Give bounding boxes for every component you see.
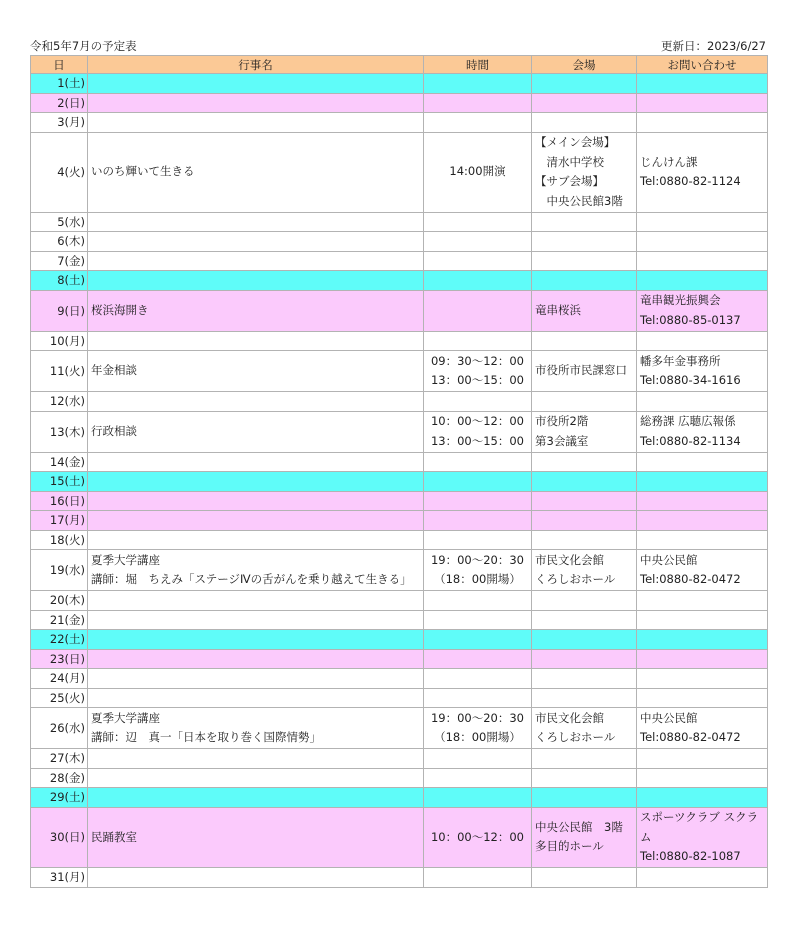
time-line: 10：00～12：00 xyxy=(430,829,525,844)
time-cell xyxy=(424,649,532,669)
day-cell: 16(日) xyxy=(31,491,88,511)
venue-line: 竜串桜浜 xyxy=(535,302,581,317)
event-cell xyxy=(88,530,424,550)
table-row xyxy=(31,212,768,232)
day-cell: 7(金) xyxy=(31,251,88,271)
contact-cell xyxy=(637,93,768,113)
time-line: （18：00開場） xyxy=(434,572,521,586)
event-cell xyxy=(88,649,424,669)
venue-cell xyxy=(532,452,637,472)
venue-cell xyxy=(532,630,637,650)
venue-cell xyxy=(532,472,637,492)
venue-cell xyxy=(532,868,637,888)
table-row xyxy=(31,251,768,271)
event-cell xyxy=(88,591,424,611)
event-cell xyxy=(88,491,424,511)
time-cell xyxy=(424,669,532,689)
time-cell xyxy=(424,411,532,452)
caption-bar xyxy=(30,38,766,54)
time-line: 19：00～20：30 xyxy=(430,710,525,725)
schedule-table xyxy=(30,55,768,888)
table-row xyxy=(31,472,768,492)
contact-cell xyxy=(637,411,768,452)
event-line: 民踊教室 xyxy=(91,829,137,844)
contact-cell xyxy=(637,113,768,133)
venue-cell xyxy=(532,411,637,452)
contact-cell xyxy=(637,491,768,511)
venue-line: 市役所市民課窓口 xyxy=(535,363,627,378)
venue-line: くろしおホール xyxy=(535,572,616,586)
contact-cell xyxy=(637,251,768,271)
venue-cell xyxy=(532,788,637,808)
day-cell: 3(月) xyxy=(31,113,88,133)
table-row xyxy=(31,452,768,472)
table-row xyxy=(31,491,768,511)
header-row xyxy=(31,56,768,74)
contact-cell xyxy=(637,649,768,669)
time-line: （18：00開場） xyxy=(434,730,521,744)
table-row xyxy=(31,807,768,868)
time-line: 13：00～15：00 xyxy=(430,433,525,448)
day-cell: 21(金) xyxy=(31,610,88,630)
event-cell xyxy=(88,630,424,650)
event-cell xyxy=(88,392,424,412)
contact-cell xyxy=(637,331,768,351)
event-cell xyxy=(88,788,424,808)
day-cell: 29(土) xyxy=(31,788,88,808)
table-row xyxy=(31,132,768,212)
contact-line: スポーツクラブ スクラ xyxy=(640,810,759,824)
contact-cell xyxy=(637,807,768,868)
table-row xyxy=(31,630,768,650)
contact-line: Tel:0880-82-1124 xyxy=(640,174,741,188)
contact-cell xyxy=(637,271,768,291)
contact-cell xyxy=(637,610,768,630)
contact-line: 中央公民館 xyxy=(640,710,698,725)
contact-line: 総務課 広聴広報係 xyxy=(640,414,736,428)
contact-cell xyxy=(637,749,768,769)
contact-cell xyxy=(637,550,768,591)
time-cell xyxy=(424,351,532,392)
event-line: いのち輝いて生きる xyxy=(91,164,195,179)
venue-cell xyxy=(532,132,637,212)
contact-cell xyxy=(637,768,768,788)
contact-cell xyxy=(637,452,768,472)
day-cell: 26(水) xyxy=(31,708,88,749)
event-cell xyxy=(88,868,424,888)
time-cell xyxy=(424,708,532,749)
table-row xyxy=(31,113,768,133)
time-line: 19：00～20：30 xyxy=(430,552,525,567)
contact-cell xyxy=(637,708,768,749)
contact-cell xyxy=(637,472,768,492)
event-cell xyxy=(88,232,424,252)
contact-cell xyxy=(637,688,768,708)
day-cell: 22(土) xyxy=(31,630,88,650)
table-row xyxy=(31,591,768,611)
venue-cell xyxy=(532,251,637,271)
event-cell xyxy=(88,511,424,531)
day-cell: 13(木) xyxy=(31,411,88,452)
venue-cell xyxy=(532,290,637,331)
table-row xyxy=(31,688,768,708)
time-line: 10：00～12：00 xyxy=(430,414,525,428)
contact-line: ム xyxy=(640,829,652,844)
day-cell: 10(月) xyxy=(31,331,88,351)
day-cell: 8(土) xyxy=(31,271,88,291)
table-row xyxy=(31,271,768,291)
contact-line: Tel:0880-85-0137 xyxy=(640,312,741,327)
time-cell xyxy=(424,491,532,511)
table-row xyxy=(31,669,768,689)
table-row xyxy=(31,331,768,351)
time-cell xyxy=(424,232,532,252)
time-cell xyxy=(424,212,532,232)
event-cell xyxy=(88,132,424,212)
venue-cell xyxy=(532,610,637,630)
event-line: 行政相談 xyxy=(91,423,137,438)
event-cell xyxy=(88,271,424,291)
time-cell xyxy=(424,550,532,591)
contact-cell xyxy=(637,530,768,550)
venue-cell xyxy=(532,212,637,232)
contact-line: Tel:0880-82-1087 xyxy=(640,849,741,863)
event-cell xyxy=(88,669,424,689)
contact-cell xyxy=(637,351,768,392)
contact-cell xyxy=(637,392,768,412)
event-cell xyxy=(88,212,424,232)
time-cell xyxy=(424,610,532,630)
time-cell xyxy=(424,392,532,412)
venue-line: 市民文化会館 xyxy=(535,710,604,725)
venue-line: 【メイン会場】 xyxy=(535,135,616,149)
time-cell xyxy=(424,271,532,291)
venue-cell xyxy=(532,768,637,788)
time-cell xyxy=(424,630,532,650)
table-row xyxy=(31,232,768,252)
time-cell xyxy=(424,452,532,472)
updated-date: 更新日：2023/6/27 xyxy=(661,39,766,53)
contact-cell xyxy=(637,232,768,252)
day-cell: 14(金) xyxy=(31,452,88,472)
time-cell xyxy=(424,749,532,769)
venue-cell xyxy=(532,491,637,511)
table-row xyxy=(31,351,768,392)
event-cell xyxy=(88,290,424,331)
table-row xyxy=(31,768,768,788)
contact-line: 竜串観光振興会 xyxy=(640,293,721,307)
event-cell xyxy=(88,251,424,271)
contact-cell xyxy=(637,132,768,212)
column-header-time: 時間 xyxy=(424,56,532,74)
contact-cell xyxy=(637,290,768,331)
venue-line: 多目的ホール xyxy=(535,839,604,854)
time-line: 09：30～12：00 xyxy=(430,353,525,368)
day-cell: 17(月) xyxy=(31,511,88,531)
event-cell xyxy=(88,550,424,591)
day-cell: 30(日) xyxy=(31,807,88,868)
day-cell: 20(木) xyxy=(31,591,88,611)
event-cell xyxy=(88,807,424,868)
day-cell: 1(土) xyxy=(31,74,88,94)
time-cell xyxy=(424,768,532,788)
time-cell xyxy=(424,331,532,351)
time-cell xyxy=(424,132,532,212)
time-line: 13：00～15：00 xyxy=(430,373,525,387)
column-header-contact: お問い合わせ xyxy=(637,56,768,74)
venue-cell xyxy=(532,530,637,550)
contact-line: Tel:0880-82-0472 xyxy=(640,730,741,744)
venue-cell xyxy=(532,550,637,591)
table-row xyxy=(31,649,768,669)
event-line: 夏季大学講座 xyxy=(91,710,160,725)
contact-cell xyxy=(637,511,768,531)
day-cell: 12(水) xyxy=(31,392,88,412)
venue-cell xyxy=(532,331,637,351)
contact-cell xyxy=(637,630,768,650)
contact-line: Tel:0880-82-0472 xyxy=(640,572,741,586)
contact-cell xyxy=(637,591,768,611)
event-line: 講師：堀 ちえみ「ステージⅣの舌がんを乗り越えて生きる」 xyxy=(91,572,412,586)
day-cell: 5(水) xyxy=(31,212,88,232)
time-cell xyxy=(424,251,532,271)
venue-line: くろしおホール xyxy=(535,730,616,744)
contact-cell xyxy=(637,669,768,689)
venue-cell xyxy=(532,688,637,708)
venue-cell xyxy=(532,392,637,412)
table-row xyxy=(31,788,768,808)
contact-line: Tel:0880-82-1134 xyxy=(640,433,741,448)
event-line: 年金相談 xyxy=(91,363,137,378)
venue-cell xyxy=(532,708,637,749)
event-cell xyxy=(88,688,424,708)
time-cell xyxy=(424,74,532,94)
day-cell: 31(月) xyxy=(31,868,88,888)
day-cell: 15(土) xyxy=(31,472,88,492)
event-cell xyxy=(88,610,424,630)
day-cell: 2(日) xyxy=(31,93,88,113)
event-cell xyxy=(88,768,424,788)
venue-cell xyxy=(532,232,637,252)
table-row xyxy=(31,74,768,94)
time-cell xyxy=(424,688,532,708)
event-cell xyxy=(88,411,424,452)
contact-line: 幡多年金事務所 xyxy=(640,353,721,368)
table-row xyxy=(31,749,768,769)
table-row xyxy=(31,392,768,412)
venue-line: 清水中学校 xyxy=(535,154,604,169)
venue-cell xyxy=(532,93,637,113)
time-cell xyxy=(424,113,532,133)
day-cell: 6(木) xyxy=(31,232,88,252)
time-cell xyxy=(424,530,532,550)
table-row xyxy=(31,511,768,531)
page-title: 令和5年7月の予定表 xyxy=(30,39,137,53)
schedule-body xyxy=(31,74,768,888)
event-cell xyxy=(88,331,424,351)
event-cell xyxy=(88,452,424,472)
venue-cell xyxy=(532,807,637,868)
time-cell xyxy=(424,290,532,331)
column-header-venue: 会場 xyxy=(532,56,637,74)
venue-cell xyxy=(532,271,637,291)
table-row xyxy=(31,530,768,550)
venue-cell xyxy=(532,511,637,531)
contact-cell xyxy=(637,868,768,888)
venue-line: 【サブ会場】 xyxy=(535,174,604,188)
column-header-day: 日 xyxy=(31,56,88,74)
event-line: 夏季大学講座 xyxy=(91,552,160,567)
venue-line: 第3会議室 xyxy=(535,433,589,448)
day-cell: 24(月) xyxy=(31,669,88,689)
time-cell xyxy=(424,788,532,808)
table-row xyxy=(31,290,768,331)
event-cell xyxy=(88,351,424,392)
contact-line: じんけん課 xyxy=(640,154,698,169)
venue-cell xyxy=(532,749,637,769)
venue-cell xyxy=(532,591,637,611)
event-cell xyxy=(88,113,424,133)
venue-line: 中央公民館 3階 xyxy=(535,819,623,834)
event-cell xyxy=(88,74,424,94)
venue-cell xyxy=(532,351,637,392)
table-row xyxy=(31,708,768,749)
day-cell: 23(日) xyxy=(31,649,88,669)
contact-cell xyxy=(637,788,768,808)
event-cell xyxy=(88,708,424,749)
contact-line: Tel:0880-34-1616 xyxy=(640,373,741,387)
time-cell xyxy=(424,511,532,531)
day-cell: 28(金) xyxy=(31,768,88,788)
day-cell: 11(火) xyxy=(31,351,88,392)
table-row xyxy=(31,550,768,591)
event-cell xyxy=(88,749,424,769)
day-cell: 19(水) xyxy=(31,550,88,591)
contact-cell xyxy=(637,212,768,232)
day-cell: 18(火) xyxy=(31,530,88,550)
day-cell: 27(木) xyxy=(31,749,88,769)
day-cell: 4(火) xyxy=(31,132,88,212)
table-row xyxy=(31,93,768,113)
venue-cell xyxy=(532,74,637,94)
venue-line: 市民文化会館 xyxy=(535,552,604,567)
table-row xyxy=(31,610,768,630)
venue-cell xyxy=(532,649,637,669)
event-line: 講師：辺 真一「日本を取り巻く国際情勢」 xyxy=(91,730,321,744)
table-row xyxy=(31,868,768,888)
time-line: 14:00開演 xyxy=(449,164,506,179)
event-line: 桜浜海開き xyxy=(91,302,149,317)
venue-cell xyxy=(532,669,637,689)
day-cell: 9(日) xyxy=(31,290,88,331)
table-row xyxy=(31,411,768,452)
time-cell xyxy=(424,591,532,611)
time-cell xyxy=(424,472,532,492)
event-cell xyxy=(88,472,424,492)
time-cell xyxy=(424,807,532,868)
time-cell xyxy=(424,868,532,888)
venue-line: 市役所2階 xyxy=(535,414,589,428)
contact-line: 中央公民館 xyxy=(640,552,698,567)
venue-line: 中央公民館3階 xyxy=(535,193,623,208)
event-cell xyxy=(88,93,424,113)
column-header-event: 行事名 xyxy=(88,56,424,74)
day-cell: 25(火) xyxy=(31,688,88,708)
time-cell xyxy=(424,93,532,113)
contact-cell xyxy=(637,74,768,94)
venue-cell xyxy=(532,113,637,133)
